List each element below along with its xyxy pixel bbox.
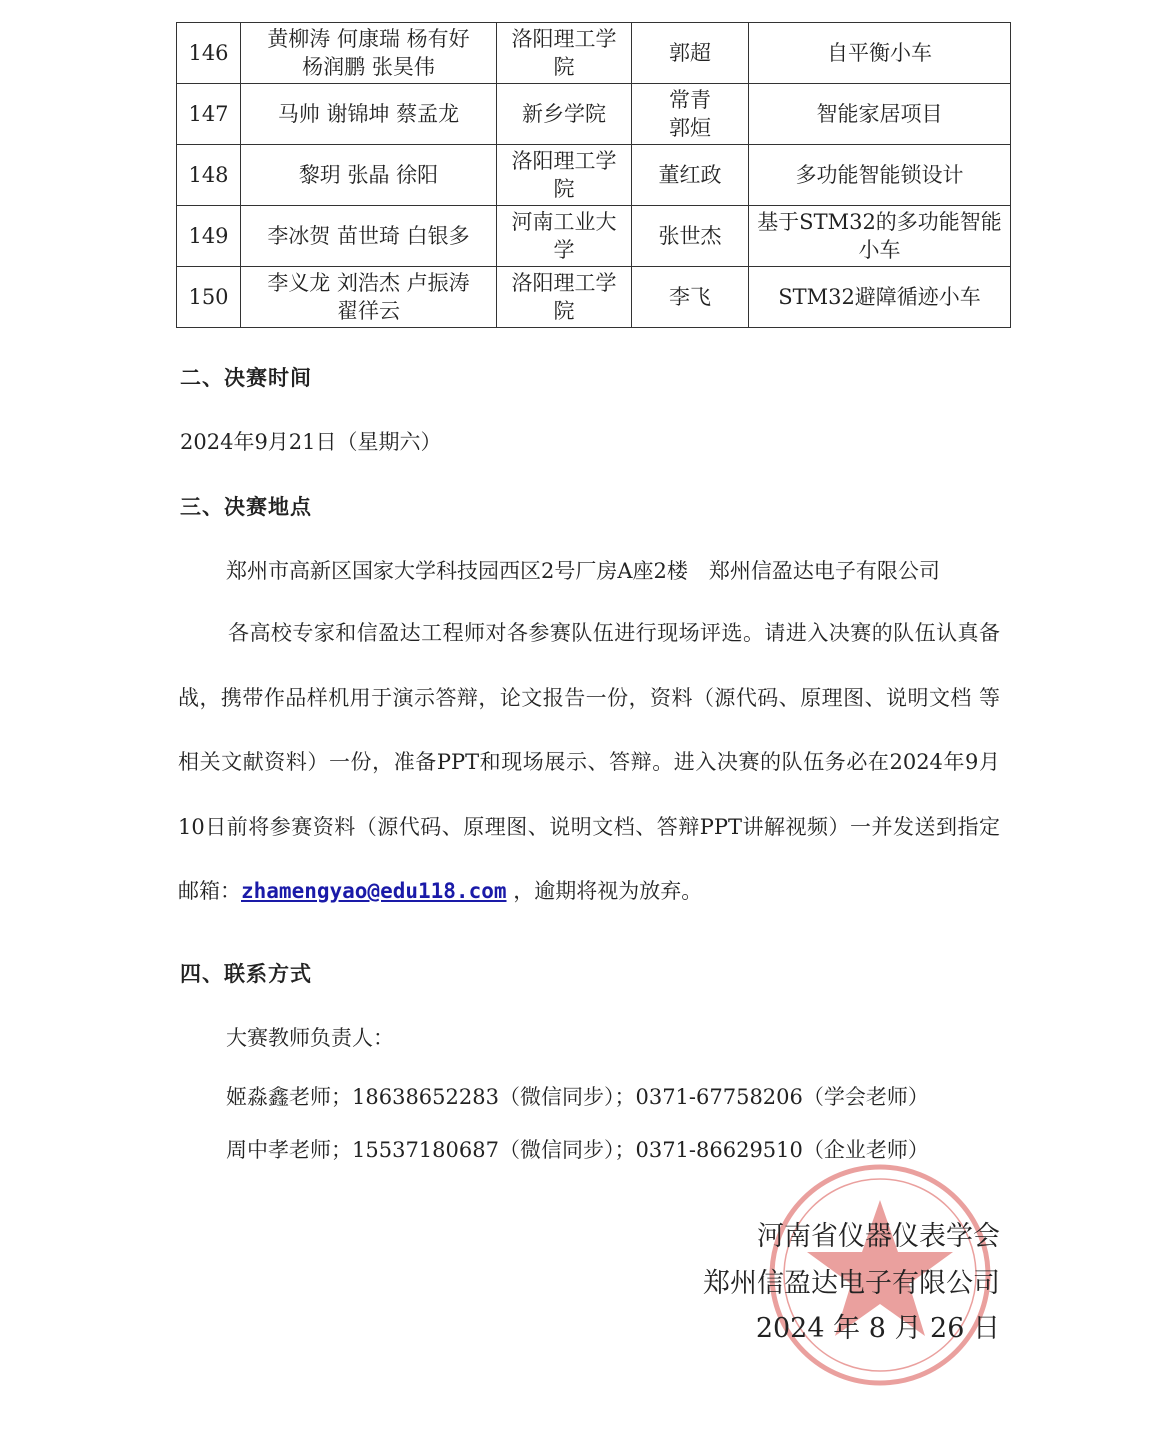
notice-paragraph [178, 601, 1000, 924]
teacher-cell [632, 145, 749, 206]
cell-line: 杨润鹏 张昊伟 [302, 55, 435, 79]
cell-line: STM32避障循迹小车 [778, 285, 981, 309]
signature-date: 2024 年 8 月 26 日 [755, 1313, 1000, 1344]
cell-line: 李义龙 刘浩杰 卢振涛 [267, 271, 470, 295]
cell-line: 新乡学院 [522, 102, 606, 126]
cell-line: 小车 [858, 238, 901, 262]
project-cell [749, 84, 1011, 145]
contact-lead: 大赛教师负责人： [226, 1026, 394, 1050]
cell-line: 自平衡小车 [827, 41, 932, 65]
notice-tail: ，逾期将视为放弃。 [506, 879, 703, 903]
project-cell [749, 206, 1011, 267]
school-cell [497, 267, 632, 328]
cell-line: 院 [553, 299, 575, 323]
cell-line: 常青 [669, 88, 711, 112]
school-cell [497, 23, 632, 84]
email-link[interactable]: zhamengyao@edu118.com [241, 879, 507, 903]
venue-address: 郑州市高新区国家大学科技园西区2号厂房A座2楼 郑州信盈达电子有限公司 [226, 559, 940, 583]
members-cell [241, 23, 497, 84]
project-cell [749, 145, 1011, 206]
cell-line: 黎玥 张晶 徐阳 [298, 163, 439, 187]
section-heading-location: 三、决赛地点 [180, 495, 312, 519]
section-heading-time: 二、决赛时间 [180, 366, 312, 390]
row-number-cell: 147 [177, 84, 241, 145]
row-number-cell: 148 [177, 145, 241, 206]
notice-text: 各高校专家和信盈达工程师对各参赛队伍进行现场评选。请进入决赛的队伍认真备战，携带作品样机用于演示答辩，论文报告一份，资料（源代码、原理图、说明文档 等相关文献资料）一份，准备PPT和现场展示、答辩。进入决赛的队伍务必在2024年9月10日前将参赛资料（源代码、原理图、说明文档、答辩PPT讲解视频）一并发送到指定邮箱： [178, 621, 1000, 903]
table-row [177, 267, 1011, 328]
cell-line: 多功能智能锁设计 [795, 163, 964, 187]
cell-line: 智能家居项目 [816, 102, 943, 126]
members-cell [241, 84, 497, 145]
table-row [177, 145, 1011, 206]
cell-line: 翟徉云 [337, 299, 400, 323]
cell-line: 郭超 [669, 41, 711, 65]
row-number-cell: 146 [177, 23, 241, 84]
cell-line: 洛阳理工学 [511, 271, 617, 295]
signature-org-1: 河南省仪器仪表学会 [757, 1221, 1000, 1252]
cell-line: 张世杰 [658, 224, 722, 248]
teacher-cell [632, 267, 749, 328]
project-cell [749, 23, 1011, 84]
cell-line: 基于STM32的多功能智能 [757, 210, 1002, 234]
row-number-cell: 149 [177, 206, 241, 267]
cell-line: 李飞 [669, 285, 711, 309]
teacher-cell [632, 206, 749, 267]
cell-line: 黄柳涛 何康瑞 杨有好 [267, 27, 470, 51]
school-cell [497, 206, 632, 267]
section-heading-contact: 四、联系方式 [180, 962, 312, 986]
final-date: 2024年9月21日（星期六） [180, 430, 442, 454]
signature-org-2: 郑州信盈达电子有限公司 [703, 1268, 1000, 1299]
cell-line: 河南工业大 [511, 210, 617, 234]
cell-line: 洛阳理工学 [511, 27, 617, 51]
cell-line: 董红政 [658, 163, 722, 187]
teacher-cell [632, 84, 749, 145]
results-table-body [177, 23, 1011, 328]
table-row [177, 84, 1011, 145]
results-table [176, 22, 1011, 328]
cell-line: 院 [553, 55, 575, 79]
cell-line: 郭烜 [669, 116, 711, 140]
school-cell [497, 145, 632, 206]
cell-line: 洛阳理工学 [511, 149, 617, 173]
school-cell [497, 84, 632, 145]
members-cell [241, 145, 497, 206]
members-cell [241, 267, 497, 328]
contact-line: 姬淼鑫老师；18638652283（微信同步）；0371-67758206（学会老师） [226, 1085, 929, 1109]
project-cell [749, 267, 1011, 328]
cell-line: 马帅 谢锦坤 蔡孟龙 [277, 102, 460, 126]
row-number-cell: 150 [177, 267, 241, 328]
members-cell [241, 206, 497, 267]
contact-line: 周中孝老师；15537180687（微信同步）；0371-86629510（企业老师） [226, 1138, 929, 1162]
cell-line: 院 [553, 177, 575, 201]
cell-line: 李冰贺 苗世琦 白银多 [267, 224, 470, 248]
cell-line: 学 [553, 238, 575, 262]
table-row [177, 206, 1011, 267]
teacher-cell [632, 23, 749, 84]
table-row [177, 23, 1011, 84]
